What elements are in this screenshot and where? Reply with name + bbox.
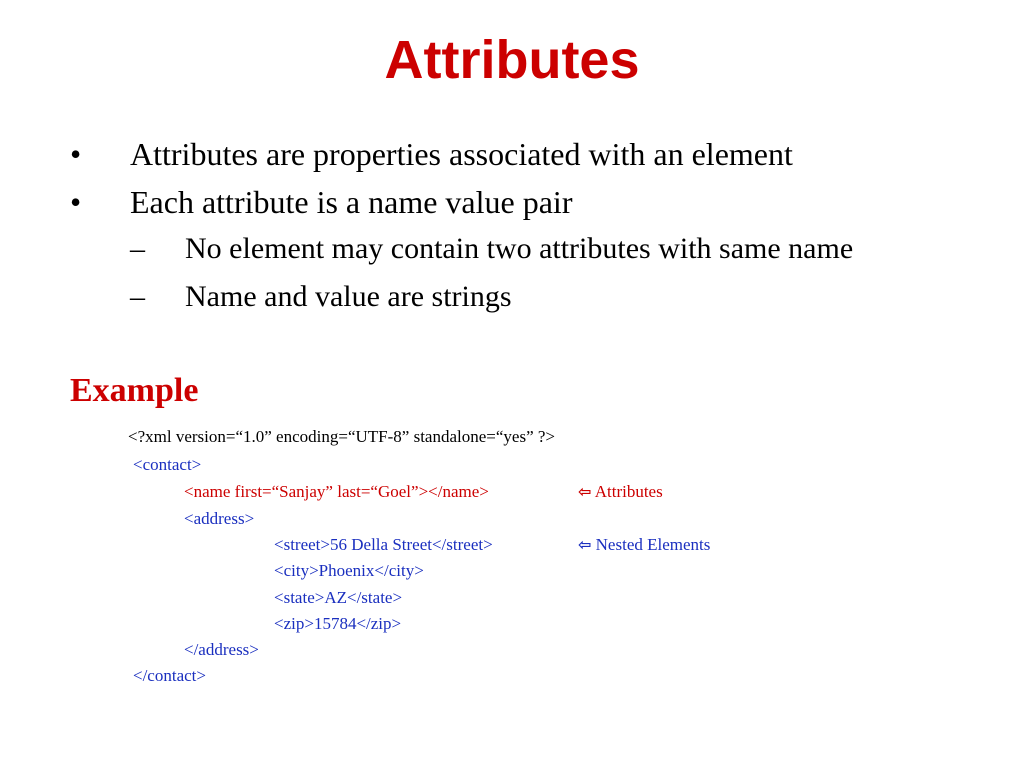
- zip-value: 15784: [313, 614, 357, 633]
- state-close-tag: </state>: [347, 588, 403, 607]
- contact-open-line: <contact>: [133, 455, 202, 474]
- sub-bullet-text: Name and value are strings: [185, 280, 512, 313]
- city-open-tag: <city>: [274, 561, 319, 580]
- city-line: [274, 560, 424, 582]
- state-line: [274, 587, 402, 609]
- contact-close-line: </contact>: [133, 666, 206, 685]
- state-open-tag: <state>: [274, 588, 325, 607]
- example-heading: Example: [70, 372, 199, 409]
- address-close-line: </address>: [184, 640, 259, 659]
- bullet-text: Attributes are properties associated with an element: [130, 136, 793, 172]
- name-element-line: <name first=“Sanjay” last=“Goel”></name>: [184, 482, 489, 501]
- street-value: 56 Della Street: [330, 535, 432, 554]
- left-arrow-icon: ⇦: [578, 482, 592, 501]
- sub-bullet-marker: –: [130, 280, 145, 313]
- sub-bullet-marker: –: [130, 232, 145, 265]
- nested-elements-annotation-label: Nested Elements: [595, 535, 711, 554]
- zip-close-tag: </zip>: [356, 614, 402, 633]
- bullet-text: Each attribute is a name value pair: [130, 184, 573, 220]
- zip-open-tag: <zip>: [274, 614, 314, 633]
- attributes-annotation-label: Attributes: [594, 482, 663, 501]
- city-value: Phoenix: [318, 561, 375, 580]
- attributes-annotation: [578, 481, 663, 503]
- xml-declaration-line: <?xml version=“1.0” encoding=“UTF-8” standalone=“yes” ?>: [128, 427, 555, 446]
- nested-elements-annotation: [578, 534, 710, 556]
- bullet-marker: •: [70, 184, 82, 220]
- city-close-tag: </city>: [374, 561, 424, 580]
- address-open-line: <address>: [184, 509, 255, 528]
- bullet-marker: •: [70, 136, 82, 172]
- sub-bullet-text: No element may contain two attributes with same name: [185, 232, 854, 265]
- state-value: AZ: [324, 588, 347, 607]
- zip-line: [274, 613, 401, 635]
- street-line: [274, 534, 493, 556]
- left-arrow-icon: ⇦: [578, 535, 592, 554]
- street-open-tag: <street>: [274, 535, 330, 554]
- street-close-tag: </street>: [431, 535, 493, 554]
- slide-title: Attributes: [384, 30, 640, 90]
